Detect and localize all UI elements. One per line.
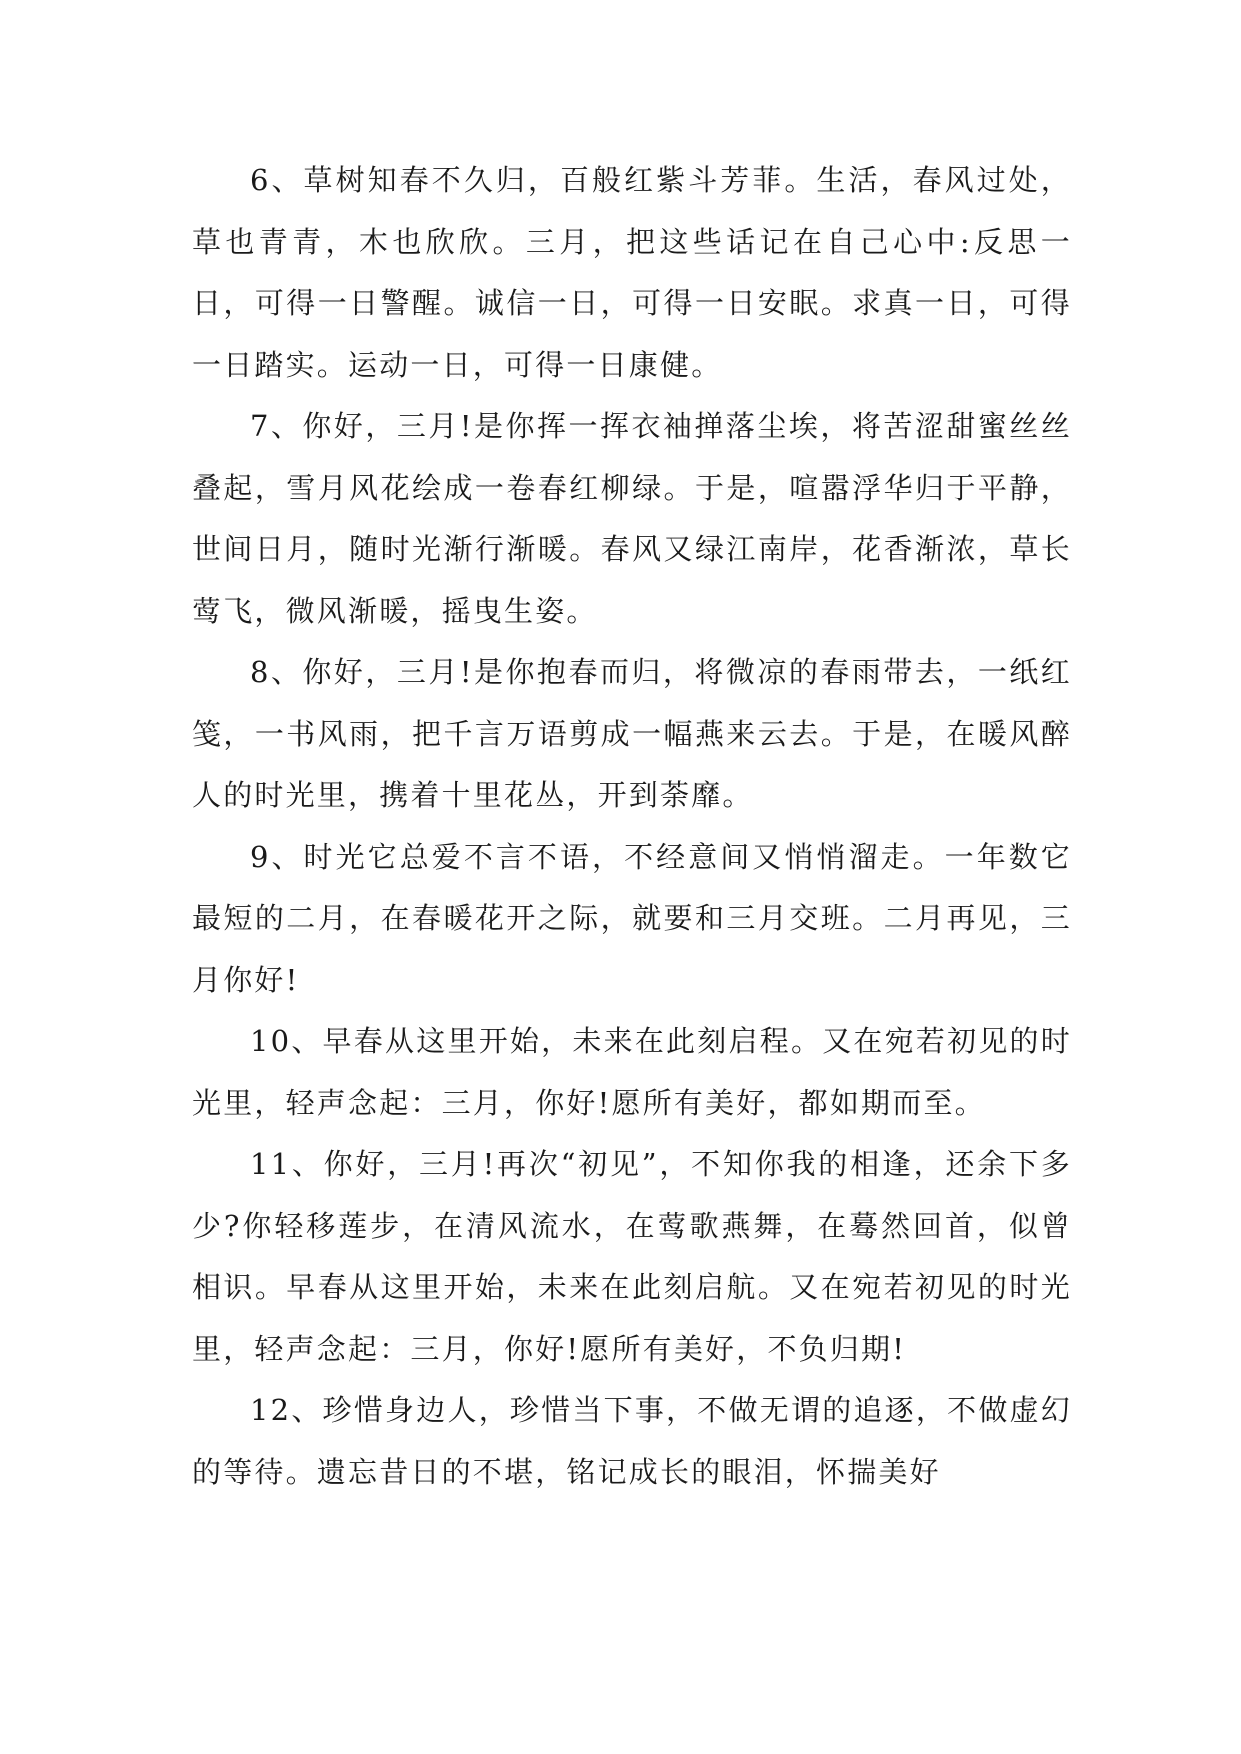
document-body (192, 150, 1072, 1503)
paragraph-9: 9、时光它总爱不言不语，不经意间又悄悄溜走。一年数它最短的二月，在春暖花开之际，就要和三月交班。二月再见，三月你好! (192, 839, 1072, 997)
paragraph-10: 10、早春从这里开始，未来在此刻启程。又在宛若初见的时光里，轻声念起：三月，你好!愿所有美好，都如期而至。 (192, 1024, 1072, 1120)
paragraph-8: 8、你好，三月!是你抱春而归，将微凉的春雨带去，一纸红笺，一书风雨，把千言万语剪成一幅燕来云去。于是，在暖风醉人的时光里，携着十里花丛，开到荼靡。 (192, 655, 1072, 812)
paragraph-6: 6、草树知春不久归，百般红紫斗芳菲。生活，春风过处，草也青青，木也欣欣。三月，把这些话记在自己心中:反思一日，可得一日警醒。诚信一日，可得一日安眠。求真一日，可得一日踏实。运动一日，可得一日康健。 (192, 163, 1072, 382)
paragraph-12: 12、珍惜身边人，珍惜当下事，不做无谓的追逐，不做虚幻的等待。遗忘昔日的不堪，铭记成长的眼泪，怀揣美好 (192, 1393, 1072, 1489)
paragraph-7: 7、你好，三月!是你挥一挥衣袖掸落尘埃，将苦涩甜蜜丝丝叠起，雪月风花绘成一卷春红柳绿。于是，喧嚣浮华归于平静，世间日月，随时光渐行渐暖。春风又绿江南岸，花香渐浓，草长莺飞，微风渐暖，摇曳生姿。 (192, 409, 1072, 628)
paragraph-11: 11、你好，三月!再次“初见”，不知你我的相逢，还余下多少?你轻移莲步，在清风流水，在莺歌燕舞，在蓦然回首，似曾相识。早春从这里开始，未来在此刻启航。又在宛若初见的时光里，轻声念起：三月，你好!愿所有美好，不负归期! (192, 1147, 1072, 1366)
